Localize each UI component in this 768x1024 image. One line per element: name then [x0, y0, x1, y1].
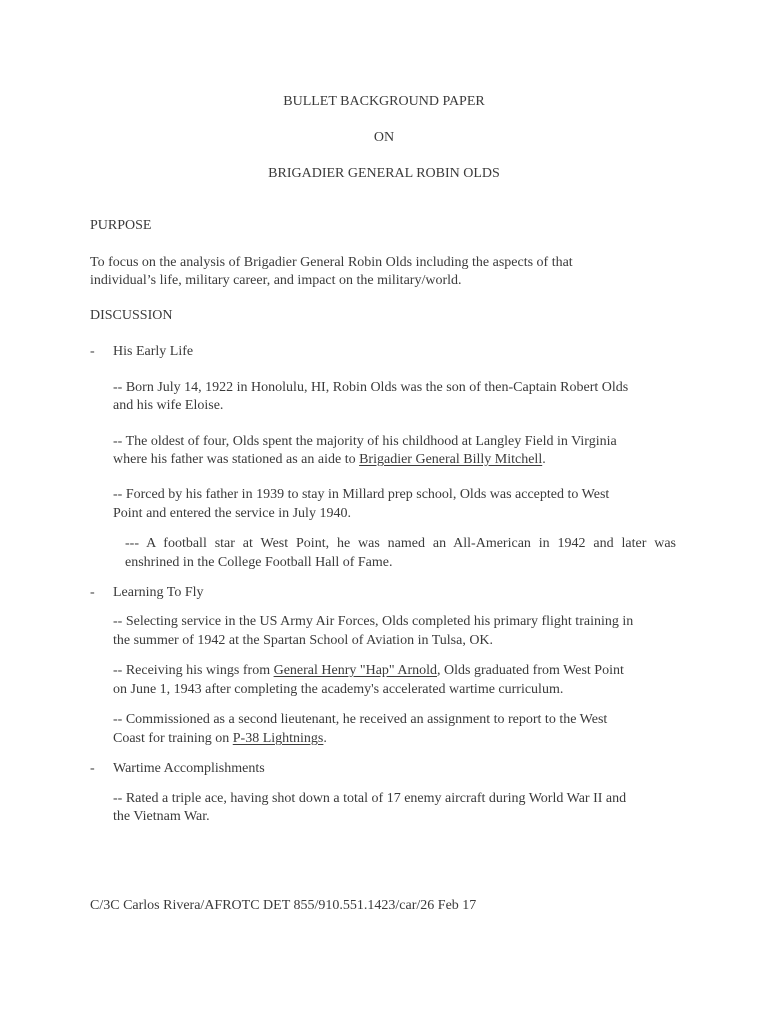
- bullet-dash: -: [90, 344, 95, 359]
- learning-bullet-1-line-1: -- Selecting service in the US Army Air Forces, Olds completed his primary flight training in: [113, 614, 634, 629]
- early-life-bullet-2-line-1: -- The oldest of four, Olds spent the majority of his childhood at Langley Field in Virginia: [113, 434, 617, 449]
- early-life-bullet-3-line-1: -- Forced by his father in 1939 to stay in Millard prep school, Olds was accepted to West: [113, 487, 610, 502]
- link-hap-arnold[interactable]: General Henry "Hap" Arnold: [273, 663, 438, 678]
- text-segment: where his father was stationed as an aide to: [113, 452, 360, 467]
- footer-author-line: C/3C Carlos Rivera/AFROTC DET 855/910.551.1423/car/26 Feb 17: [90, 898, 477, 913]
- purpose-heading: PURPOSE: [90, 218, 152, 233]
- discussion-heading: DISCUSSION: [90, 308, 173, 323]
- learning-bullet-3-line-1: -- Commissioned as a second lieutenant, he received an assignment to report to the West: [113, 712, 608, 727]
- page-title: BULLET BACKGROUND PAPER: [283, 94, 485, 109]
- early-life-bullet-2-line-2: [113, 452, 546, 468]
- learning-bullet-3-line-2: [113, 731, 327, 747]
- link-billy-mitchell[interactable]: Brigadier General Billy Mitchell: [359, 452, 543, 467]
- section-heading-wartime: Wartime Accomplishments: [113, 761, 265, 776]
- text-segment: Coast for training on: [113, 731, 233, 746]
- text-segment: , Olds graduated from West Point: [437, 663, 624, 678]
- wartime-bullet-1-line-2: the Vietnam War.: [113, 809, 210, 824]
- section-heading-early-life: His Early Life: [113, 344, 194, 359]
- early-life-subbullet-line-1: --- A football star at West Point, he was named an All-American in 1942 and later was: [125, 536, 676, 551]
- bullet-dash: -: [90, 761, 95, 776]
- link-p38-lightnings[interactable]: P-38 Lightnings: [232, 731, 324, 746]
- learning-bullet-2-line-2: on June 1, 1943 after completing the academy's accelerated wartime curriculum.: [113, 682, 564, 697]
- purpose-line-2: individual’s life, military career, and impact on the military/world.: [90, 273, 462, 288]
- wartime-bullet-1-line-1: -- Rated a triple ace, having shot down a total of 17 enemy aircraft during World War II and: [113, 791, 627, 806]
- early-life-bullet-1-line-1: -- Born July 14, 1922 in Honolulu, HI, Robin Olds was the son of then-Captain Robert Olds: [113, 380, 629, 395]
- text-segment: -- Receiving his wings from: [113, 663, 274, 678]
- section-heading-learning: Learning To Fly: [113, 585, 204, 600]
- early-life-bullet-1-line-2: and his wife Eloise.: [113, 398, 224, 413]
- bullet-dash: -: [90, 585, 95, 600]
- page-title-on: ON: [373, 130, 395, 145]
- page-subtitle: BRIGADIER GENERAL ROBIN OLDS: [268, 166, 500, 181]
- learning-bullet-2-line-1: [113, 663, 624, 679]
- text-segment: .: [323, 731, 327, 746]
- early-life-bullet-3-line-2: Point and entered the service in July 1940.: [113, 506, 351, 521]
- learning-bullet-1-line-2: the summer of 1942 at the Spartan School of Aviation in Tulsa, OK.: [113, 633, 494, 648]
- text-segment: .: [542, 452, 546, 467]
- purpose-line-1: To focus on the analysis of Brigadier General Robin Olds including the aspects of that: [90, 255, 573, 270]
- early-life-subbullet-line-2: enshrined in the College Football Hall of Fame.: [125, 555, 393, 570]
